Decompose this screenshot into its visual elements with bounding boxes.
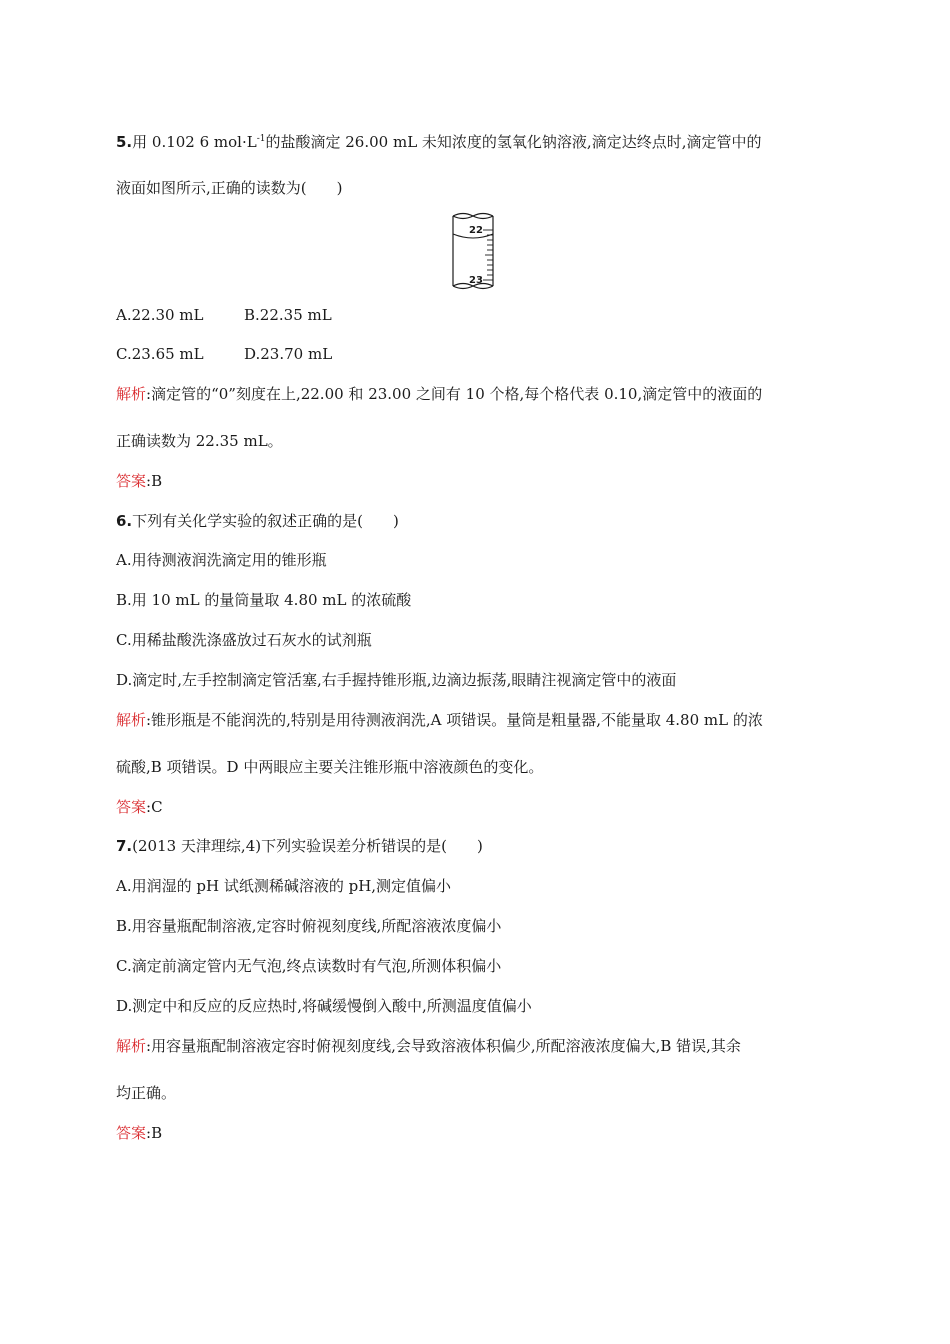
burette-tick-23: 23 xyxy=(469,275,483,286)
q7-option-d: D.测定中和反应的反应热时,将碱缓慢倒入酸中,所测温度值偏小 xyxy=(116,997,532,1015)
q5-stem-line2: 液面如图所示,正确的读数为( ) xyxy=(116,179,343,197)
q5-analysis-text: :滴定管的“0”刻度在上,22.00 和 23.00 之间有 10 个格,每个格代表 0.10,滴定管中的液面的 xyxy=(146,385,763,403)
q7-answer-label: 答案 xyxy=(116,1124,147,1142)
q5-stem-line1 xyxy=(116,132,761,152)
q6-option-c: C.用稀盐酸洗涤盛放过石灰水的试剂瓶 xyxy=(116,631,372,649)
q5-analysis-line2: 正确读数为 22.35 mL。 xyxy=(116,432,283,450)
q7-answer xyxy=(116,1123,162,1143)
q5-analysis-label: 解析 xyxy=(116,385,147,403)
q7-option-a: A.用润湿的 pH 试纸测稀碱溶液的 pH,测定值偏小 xyxy=(116,877,452,895)
q5-stem-sup: -1 xyxy=(256,134,266,144)
q5-answer-label: 答案 xyxy=(116,472,147,490)
q5-stem-b: 的盐酸滴定 26.00 mL 未知浓度的氢氧化钠溶液,滴定达终点时,滴定管中的 xyxy=(265,133,762,151)
q6-analysis-line2: 硫酸,B 项错误。D 中两眼应主要关注锥形瓶中溶液颜色的变化。 xyxy=(116,758,544,776)
q5-analysis-line1 xyxy=(116,384,762,404)
q6-answer xyxy=(116,797,163,817)
q6-option-d: D.滴定时,左手控制滴定管活塞,右手握持锥形瓶,边滴边振荡,眼睛注视滴定管中的液面 xyxy=(116,671,677,689)
q5-stem-a: 用 0.102 6 mol·L xyxy=(132,133,257,151)
q7-option-c: C.滴定前滴定管内无气泡,终点读数时有气泡,所测体积偏小 xyxy=(116,957,502,975)
q6-number: 6. xyxy=(116,512,133,530)
q6-analysis-text: :锥形瓶是不能润洗的,特别是用待测液润洗,A 项错误。量筒是粗量器,不能量取 4.80 mL 的浓 xyxy=(146,711,763,729)
q7-option-b: B.用容量瓶配制溶液,定容时俯视刻度线,所配溶液浓度偏小 xyxy=(116,917,502,935)
q7-analysis-line2: 均正确。 xyxy=(116,1084,177,1102)
q5-option-d: D.23.70 mL xyxy=(244,345,333,363)
q6-stem-text: 下列有关化学实验的叙述正确的是( ) xyxy=(132,512,399,530)
q5-answer-value: :B xyxy=(146,472,163,490)
q5-option-c: C.23.65 mL xyxy=(116,345,204,363)
q6-analysis-label: 解析 xyxy=(116,711,147,729)
q6-answer-value: :C xyxy=(146,798,163,816)
q7-stem xyxy=(116,836,483,856)
q6-option-a: A.用待测液润洗滴定用的锥形瓶 xyxy=(116,551,327,569)
q7-stem-text: (2013 天津理综,4)下列实验误差分析错误的是( ) xyxy=(132,837,483,855)
q6-option-b: B.用 10 mL 的量筒量取 4.80 mL 的浓硫酸 xyxy=(116,591,412,609)
q6-answer-label: 答案 xyxy=(116,798,147,816)
q5-option-a: A.22.30 mL xyxy=(116,306,204,324)
q5-options-row2 xyxy=(116,344,332,364)
q5-number: 5. xyxy=(116,133,133,151)
q7-number: 7. xyxy=(116,837,133,855)
q5-answer xyxy=(116,471,162,491)
q5-options-row1 xyxy=(116,305,332,325)
q7-analysis-label: 解析 xyxy=(116,1037,147,1055)
q7-answer-value: :B xyxy=(146,1124,163,1142)
q7-analysis-text: :用容量瓶配制溶液定容时俯视刻度线,会导致溶液体积偏少,所配溶液浓度偏大,B 错误,其余 xyxy=(146,1037,741,1055)
burette-figure xyxy=(447,210,499,292)
q5-option-b: B.22.35 mL xyxy=(244,306,332,324)
q6-stem xyxy=(116,511,399,531)
q6-analysis-line1 xyxy=(116,710,763,730)
q7-analysis-line1 xyxy=(116,1036,741,1056)
burette-tick-22: 22 xyxy=(469,225,483,236)
